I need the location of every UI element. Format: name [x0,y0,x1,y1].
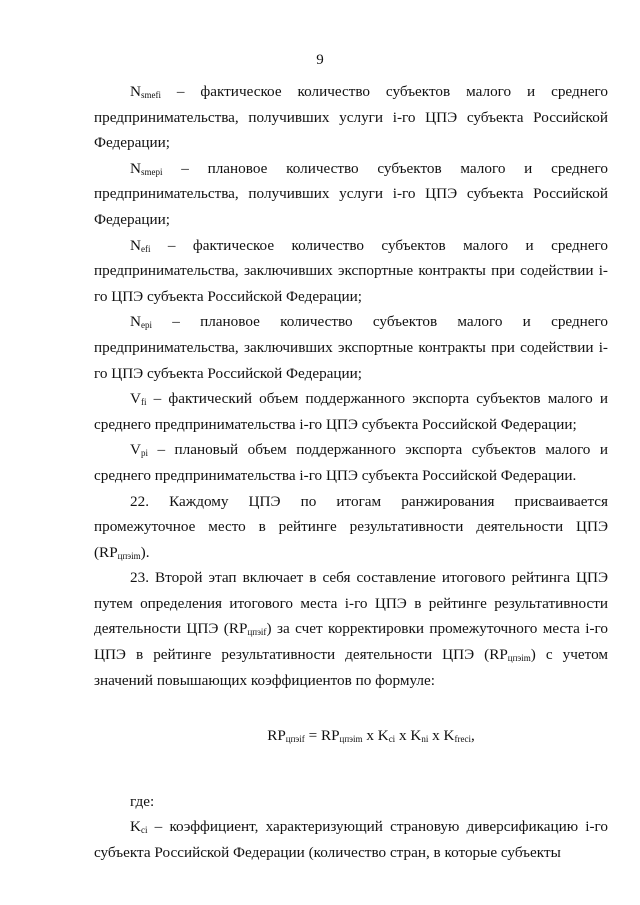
symbol-subscript: epi [140,320,152,331]
formula-subscript: freci [454,734,471,745]
symbol-subscript: fi [140,397,147,408]
definition-text: – коэффициент, характеризующий страновую диверсификацию i-го субъекта Российской Федерации (количество стран, в которые субъекты [94,818,608,862]
definition-n-efi [94,233,608,310]
symbol-subscript: efi [140,243,151,254]
definition-n-epi [94,309,608,386]
symbol: N [130,159,141,177]
formula-term: x K [362,727,389,745]
definition-n-smefi [94,79,608,156]
formula [94,723,608,749]
paragraph-text: ) с учетом значений повышающих коэффициентов по формуле: [94,646,608,689]
paragraph-text: 23. Второй этап включает в себя составление итогового рейтинга ЦПЭ путем определения итогового места i-го ЦПЭ в рейтинге результативности деятельности ЦПЭ (RP [94,569,608,638]
subscript: цпэif [247,627,267,638]
definition-v-pi [94,437,608,488]
definition-text: – плановое количество субъектов малого и среднего предпринимательства, заключивших экспортные контракты при содействии i-го ЦПЭ субъекта Российской Федерации; [94,313,608,382]
subscript: цпэim [507,653,531,664]
formula-subscript: цпэif [285,734,305,745]
formula-subscript: цпэim [339,734,363,745]
definition-text: – фактическое количество субъектов малого и среднего предпринимательства, получивших услуги i-го ЦПЭ субъекта Российской Федерации; [94,83,608,152]
symbol: V [130,441,141,459]
formula-term: , [471,727,475,745]
symbol: N [130,236,141,254]
definition-v-fi [94,386,608,437]
formula-subscript: ni [421,734,429,745]
definition-text: – плановый объем поддержанного экспорта субъектов малого и среднего предпринимательства i-го ЦПЭ субъекта Российской Федерации. [94,441,608,484]
symbol: N [130,83,141,100]
definition-text: – фактическое количество субъектов малого и среднего предпринимательства, заключивших экспортные контракты при содействии i-го ЦПЭ субъекта Российской Федерации; [94,236,608,305]
formula-term: x K [428,727,455,745]
formula-term: RP [267,727,286,745]
symbol: N [130,313,141,331]
definition-k-ci [94,814,608,865]
subscript: цпэim [117,550,141,561]
definition-text: – фактический объем поддержанного экспорта субъектов малого и среднего предпринимательства i-го ЦПЭ субъекта Российской Федерации; [94,390,608,433]
formula-subscript: ci [388,734,396,745]
symbol-subscript: smepi [140,166,163,177]
where-label: где: [130,792,155,810]
formula-term: = RP [304,727,340,745]
symbol-subscript: pi [140,448,148,459]
paragraph-23 [94,565,608,693]
paragraph-text: ) за счет корректировки промежуточного места i-го ЦПЭ в рейтинге результативности деятельности ЦПЭ (RP [94,620,608,664]
paragraph-22 [94,489,608,566]
symbol: K [130,818,141,836]
definition-text: – плановое количество субъектов малого и среднего предпринимательства, получивших услуги i-го ЦПЭ субъекта Российской Федерации; [94,159,608,228]
document-body [94,79,608,866]
symbol-subscript: ci [140,825,148,836]
page-number: 9 [316,52,324,68]
paragraph-text: ). [140,543,150,561]
formula-term: x K [395,727,422,745]
definition-n-smepi [94,156,608,233]
symbol: V [130,390,141,408]
paragraph-text: 22. Каждому ЦПЭ по итогам ранжирования присваивается промежуточное место в рейтинге результативности деятельности ЦПЭ (RP [94,492,608,561]
symbol-subscript: smefi [140,90,161,100]
